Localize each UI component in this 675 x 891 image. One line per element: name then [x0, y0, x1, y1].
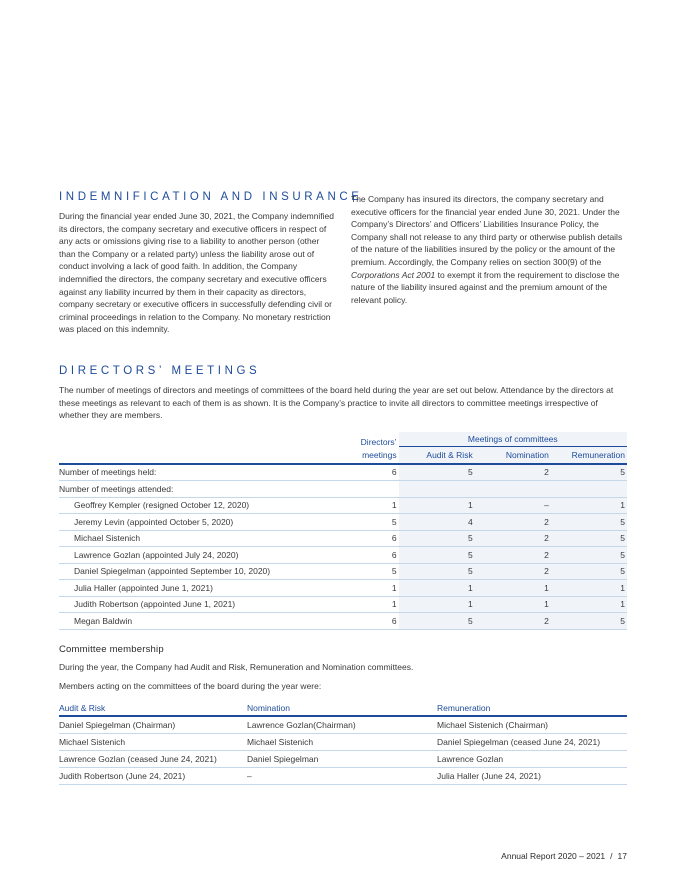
held-nomination: 2 — [475, 464, 551, 481]
footer-separator: / — [610, 851, 613, 861]
director-name: Geoffrey Kempler (resigned October 12, 2020) — [59, 497, 338, 514]
membership-header-row — [59, 701, 627, 716]
attendance-row — [59, 547, 627, 564]
indemnification-paragraph: During the financial year ended June 30, 2021, the Company indemnified its directors, the company secretary and executive officers in respect of any acts or omissions giving rise to a liability to another person (other than the Company or a related party) unless the liability arose out of conduct involving a lack of good faith. In addition, the Company indemnified the directors, the company secretary and executive officers against any liability incurred by them in their capacity as directors, company secretary or executive officers in successfully defending civil or criminal proceedings in relation to the Company. No monetary restriction was placed on this indemnity. — [59, 211, 335, 335]
audit-attended: 5 — [399, 563, 475, 580]
membership-nomination-member: Daniel Spiegelman — [247, 751, 437, 768]
attended-blank-3 — [551, 481, 627, 498]
attendance-row — [59, 530, 627, 547]
page-footer — [501, 851, 627, 861]
remuneration-attended: 5 — [551, 530, 627, 547]
page-number: 17 — [617, 851, 627, 861]
director-name: Megan Baldwin — [59, 613, 338, 630]
nomination-attended: 2 — [475, 514, 551, 531]
attended-label: Number of meetings attended: — [59, 481, 338, 498]
audit-risk-header: Audit & Risk — [399, 447, 475, 464]
directors-header: Directors’ — [360, 436, 397, 447]
membership-audit-member: Daniel Spiegelman (Chairman) — [59, 716, 247, 734]
membership-nomination-member: – — [247, 768, 437, 785]
held-label: Number of meetings held: — [59, 464, 338, 481]
directors-attended: 1 — [338, 596, 398, 613]
director-name: Michael Sistenich — [59, 530, 338, 547]
remuneration-attended: 1 — [551, 497, 627, 514]
footer-report-title: Annual Report 2020 – 2021 — [501, 851, 606, 861]
held-directors: 6 — [338, 464, 398, 481]
directors-attended: 6 — [338, 547, 398, 564]
directors-attended: 5 — [338, 514, 398, 531]
committees-header: Meetings of committees — [399, 432, 627, 447]
nomination-attended: 1 — [475, 596, 551, 613]
committee-line-2: Members acting on the committees of the board during the year were: — [59, 681, 322, 691]
membership-row — [59, 751, 627, 768]
meetings-attended-row — [59, 481, 627, 498]
membership-rows — [59, 716, 627, 785]
director-name: Judith Robertson (appointed June 1, 2021) — [59, 596, 338, 613]
membership-nomination-member: Michael Sistenich — [247, 734, 437, 751]
remuneration-attended: 5 — [551, 514, 627, 531]
membership-nomination-member: Lawrence Gozlan(Chairman) — [247, 716, 437, 734]
attended-blank-2 — [475, 481, 551, 498]
nomination-attended: 2 — [475, 613, 551, 630]
remuneration-attended: 5 — [551, 563, 627, 580]
attendance-row — [59, 563, 627, 580]
membership-table — [59, 701, 627, 785]
directors-attended: 6 — [338, 530, 398, 547]
attended-blank-dir — [338, 481, 398, 498]
membership-audit-member: Michael Sistenich — [59, 734, 247, 751]
audit-attended: 1 — [399, 497, 475, 514]
audit-attended: 1 — [399, 596, 475, 613]
attendance-row — [59, 613, 627, 630]
audit-attended: 1 — [399, 580, 475, 597]
membership-row — [59, 734, 627, 751]
directors-header-meetings: meetings — [338, 447, 398, 464]
committee-membership-heading: Committee membership — [59, 644, 164, 655]
nomination-attended: 2 — [475, 547, 551, 564]
insurance-text-2: to exempt it from the requirement to disclose the nature of the liability insured against and the premium amount of the relevant policy. — [351, 269, 620, 305]
remuneration-attended: 5 — [551, 613, 627, 630]
membership-row — [59, 716, 627, 734]
attendance-rows — [59, 497, 627, 629]
attended-blank-1 — [399, 481, 475, 498]
remuneration-header: Remuneration — [551, 447, 627, 464]
membership-audit-member: Judith Robertson (June 24, 2021) — [59, 768, 247, 785]
attendance-row — [59, 596, 627, 613]
held-audit: 5 — [399, 464, 475, 481]
membership-header-remuneration: Remuneration — [437, 701, 627, 716]
nomination-header: Nomination — [475, 447, 551, 464]
nomination-attended: 2 — [475, 530, 551, 547]
audit-attended: 5 — [399, 613, 475, 630]
indemnification-heading: INDEMNIFICATION AND INSURANCE — [59, 191, 363, 203]
meetings-held-row — [59, 464, 627, 481]
audit-attended: 4 — [399, 514, 475, 531]
corporations-act-title: Corporations Act 2001 — [351, 269, 436, 280]
meetings-header-row-2 — [59, 447, 627, 464]
attendance-row — [59, 497, 627, 514]
membership-header-audit: Audit & Risk — [59, 701, 247, 716]
nomination-attended: – — [475, 497, 551, 514]
nomination-attended: 2 — [475, 563, 551, 580]
director-name: Daniel Spiegelman (appointed September 10, 2020) — [59, 563, 338, 580]
directors-attended: 1 — [338, 580, 398, 597]
attendance-row — [59, 514, 627, 531]
membership-header-nomination: Nomination — [247, 701, 437, 716]
header-spacer — [59, 432, 338, 447]
director-name: Julia Haller (appointed June 1, 2021) — [59, 580, 338, 597]
nomination-attended: 1 — [475, 580, 551, 597]
remuneration-attended: 1 — [551, 580, 627, 597]
directors-attended: 5 — [338, 563, 398, 580]
audit-attended: 5 — [399, 547, 475, 564]
insurance-text-1: The Company has insured its directors, the company secretary and executive officers for the financial year ended June 30, 2021. Under the Company’s Directors’ and Officers’ Liabilities Insurance Policy, the Company shall not release to any third party or otherwise publish details of the nature of the liabilities insured by the policy or the amount of the premium. Accordingly, the Company relies on section 300(9) of the — [351, 194, 623, 267]
insurance-paragraph — [351, 193, 628, 306]
directors-meetings-heading: DIRECTORS’ MEETINGS — [59, 365, 261, 377]
remuneration-attended: 5 — [551, 547, 627, 564]
meetings-intro: The number of meetings of directors and meetings of committees of the board held during the year are set out below. Attendance by the directors at these meetings as relevant to each of them is as shown. It is the Company’s practice to invite all directors to committee meetings irrespective of whether they are members. — [59, 385, 614, 421]
remuneration-attended: 1 — [551, 596, 627, 613]
directors-attended: 1 — [338, 497, 398, 514]
membership-remuneration-member: Lawrence Gozlan — [437, 751, 627, 768]
membership-remuneration-member: Julia Haller (June 24, 2021) — [437, 768, 627, 785]
attendance-row — [59, 580, 627, 597]
held-remuneration: 5 — [551, 464, 627, 481]
audit-attended: 5 — [399, 530, 475, 547]
membership-remuneration-member: Michael Sistenich (Chairman) — [437, 716, 627, 734]
membership-row — [59, 768, 627, 785]
committee-line-1: During the year, the Company had Audit and Risk, Remuneration and Nomination committees. — [59, 662, 414, 672]
header-spacer-2 — [59, 447, 338, 464]
director-name: Lawrence Gozlan (appointed July 24, 2020) — [59, 547, 338, 564]
directors-attended: 6 — [338, 613, 398, 630]
meetings-header-row-1 — [59, 432, 627, 447]
director-name: Jeremy Levin (appointed October 5, 2020) — [59, 514, 338, 531]
membership-audit-member: Lawrence Gozlan (ceased June 24, 2021) — [59, 751, 247, 768]
membership-remuneration-member: Daniel Spiegelman (ceased June 24, 2021) — [437, 734, 627, 751]
meetings-table — [59, 432, 627, 630]
